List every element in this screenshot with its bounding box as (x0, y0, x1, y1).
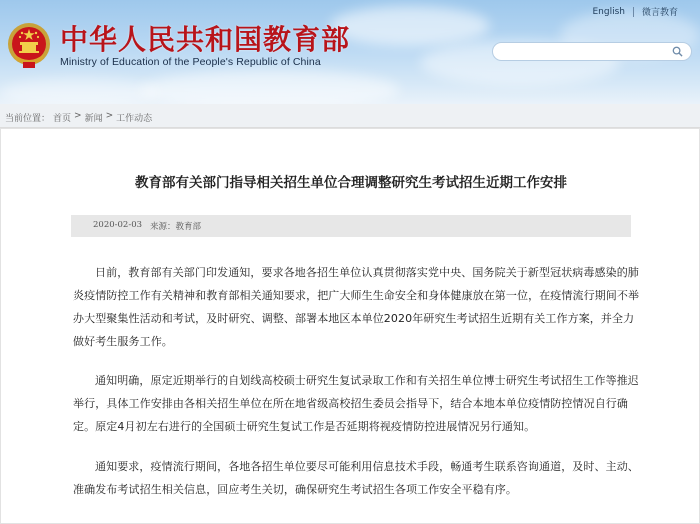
site-header (0, 0, 700, 104)
site-title[interactable]: 中华人民共和国教育部 (60, 23, 351, 56)
breadcrumb-home[interactable]: 首页 (53, 114, 72, 124)
header-cloud (140, 70, 400, 104)
breadcrumb-work-news[interactable]: 工作动态 (116, 114, 153, 124)
article-paragraph: 日前，教育部有关部门印发通知，要求各地各招生单位认真贯彻落实党中央、国务院关于新型冠状病毒感染的肺炎疫情防控工作有关精神和教育部相关通知要求，把广大师生生命安全和身体健康放在第一位，在疫情流行期间不举办大型聚集性活动和考试，及时研究、调整、部署本地区本单位2020年研究生考试招生近期有关工作方案，并全力做好考生服务工作。 (73, 266, 640, 348)
breadcrumb-separator: > (74, 111, 82, 121)
breadcrumb-news[interactable]: 新闻 (84, 114, 103, 124)
site-subtitle-en: Ministry of Education of the People's Republic of China (60, 56, 321, 68)
article-source: 来源：教育部 (150, 222, 202, 232)
article-meta (71, 215, 631, 237)
article-container (0, 128, 700, 524)
top-links (584, 5, 686, 18)
breadcrumb (0, 104, 700, 128)
breadcrumb-separator: > (105, 111, 114, 121)
header-cloud (0, 78, 160, 104)
search-icon[interactable] (672, 46, 683, 57)
article-title: 教育部有关部门指导相关招生单位合理调整研究生考试招生近期工作安排 (135, 175, 567, 191)
link-wechat[interactable]: 微言教育 (641, 8, 678, 18)
breadcrumb-label: 当前位置： (5, 114, 51, 124)
article-date: 2020-02-03 (93, 220, 143, 230)
national-emblem-icon[interactable] (6, 20, 52, 70)
search-input[interactable] (501, 47, 672, 57)
link-english[interactable]: English (592, 6, 625, 17)
header-cloud (330, 6, 490, 46)
search-box (492, 42, 692, 61)
article-paragraph: 通知要求，疫情流行期间，各地各招生单位要尽可能利用信息技术手段，畅通考生联系咨询通道，及时、主动、准确发布考试招生相关信息，回应考生关切，确保研究生考试招生各项工作安全平稳有序。 (73, 460, 639, 496)
article-paragraph: 通知明确，原定近期举行的自划线高校硕士研究生复试录取工作和有关招生单位博士研究生考试招生工作等推迟举行，具体工作安排由各相关招生单位在所在地省级高校招生委员会指导下，结合本地本单位疫情防控情况自行确定。原定4月初左右进行的全国硕士研究生复试工作是否延期将视疫情防控进展情况另行通知。 (73, 374, 639, 433)
